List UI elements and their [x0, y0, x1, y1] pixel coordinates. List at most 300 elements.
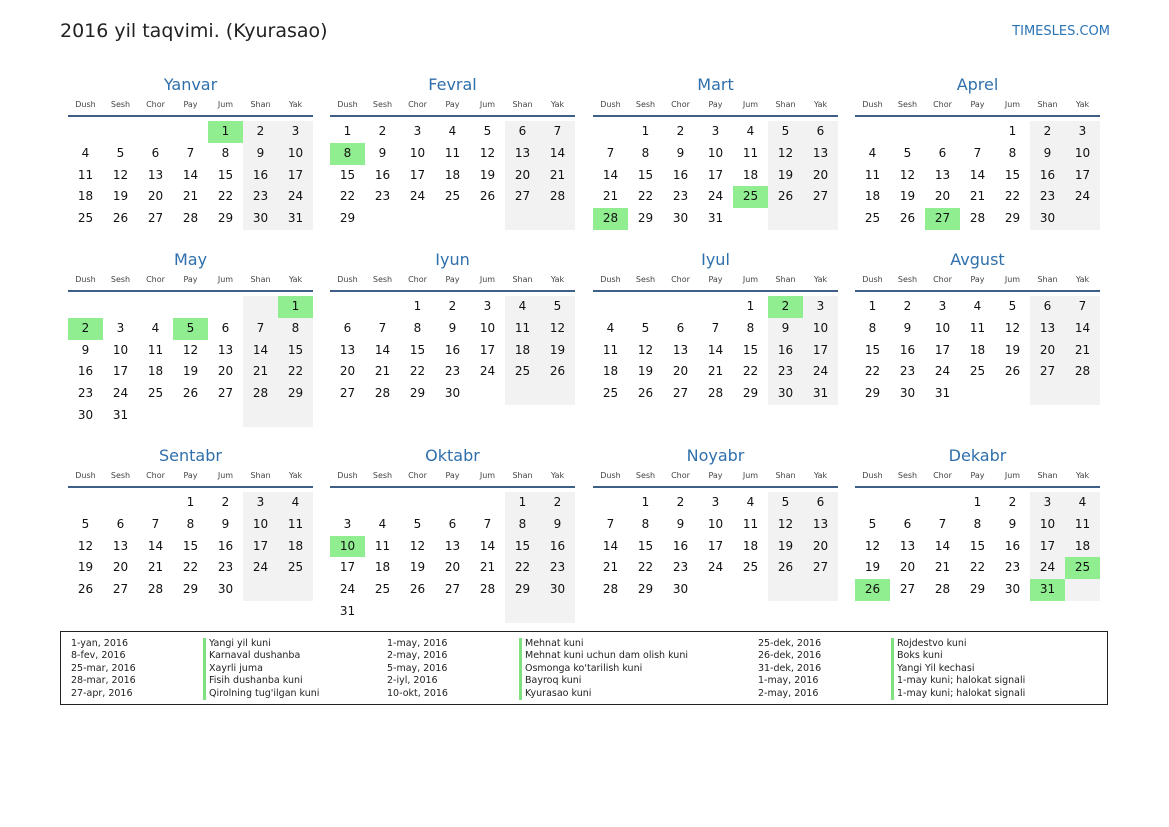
- day-cell[interactable]: 21: [182, 189, 199, 204]
- day-cell[interactable]: 22: [217, 189, 234, 204]
- day-cell[interactable]: 13: [899, 538, 916, 553]
- day-cell[interactable]: 26: [112, 211, 129, 226]
- day-cell[interactable]: 5: [116, 145, 125, 160]
- day-cell[interactable]: 26: [182, 386, 199, 401]
- day-cell[interactable]: 22: [409, 364, 426, 379]
- day-cell[interactable]: 27: [444, 582, 461, 597]
- day-cell[interactable]: 10: [112, 342, 129, 357]
- day-cell[interactable]: 3: [343, 516, 352, 531]
- day-cell[interactable]: 18: [374, 560, 391, 575]
- day-cell[interactable]: 12: [182, 342, 199, 357]
- day-cell[interactable]: 13: [1030, 318, 1065, 340]
- day-cell[interactable]: 28: [707, 386, 724, 401]
- day-cell[interactable]: 20: [1030, 340, 1065, 362]
- day-cell[interactable]: 11: [864, 167, 881, 182]
- day-cell[interactable]: 18: [444, 167, 461, 182]
- day-cell[interactable]: 26: [540, 361, 575, 383]
- day-cell[interactable]: 2: [903, 299, 912, 313]
- day-cell[interactable]: 8: [330, 143, 365, 165]
- day-cell[interactable]: 19: [637, 364, 654, 379]
- day-cell[interactable]: 1: [973, 495, 982, 509]
- day-cell[interactable]: 21: [602, 189, 619, 204]
- day-cell[interactable]: 30: [672, 211, 689, 226]
- day-cell[interactable]: 28: [479, 582, 496, 597]
- day-cell[interactable]: 7: [540, 121, 575, 143]
- day-cell[interactable]: 3: [243, 492, 278, 514]
- day-cell[interactable]: 4: [746, 124, 755, 138]
- day-cell[interactable]: 14: [602, 538, 619, 553]
- day-cell[interactable]: 12: [540, 318, 575, 340]
- day-cell[interactable]: 6: [938, 145, 947, 160]
- day-cell[interactable]: 27: [803, 186, 838, 208]
- day-cell[interactable]: 6: [151, 145, 160, 160]
- day-cell[interactable]: 7: [151, 516, 160, 531]
- day-cell[interactable]: 18: [278, 536, 313, 558]
- day-cell[interactable]: 5: [173, 318, 208, 340]
- day-cell[interactable]: 24: [112, 386, 129, 401]
- day-cell[interactable]: 2: [676, 124, 685, 138]
- day-cell[interactable]: 15: [217, 167, 234, 182]
- day-cell[interactable]: 25: [374, 582, 391, 597]
- day-cell[interactable]: 14: [243, 340, 278, 362]
- day-cell[interactable]: 25: [864, 211, 881, 226]
- day-cell[interactable]: 12: [864, 538, 881, 553]
- day-cell[interactable]: 22: [505, 557, 540, 579]
- day-cell[interactable]: 28: [934, 582, 951, 597]
- day-cell[interactable]: 6: [116, 516, 125, 531]
- day-cell[interactable]: 8: [868, 320, 877, 335]
- day-cell[interactable]: 2: [768, 296, 803, 318]
- day-cell[interactable]: 21: [540, 165, 575, 187]
- day-cell[interactable]: 16: [444, 342, 461, 357]
- day-cell[interactable]: 10: [707, 516, 724, 531]
- day-cell[interactable]: 13: [339, 342, 356, 357]
- day-cell[interactable]: 2: [221, 495, 230, 509]
- day-cell[interactable]: 28: [1065, 361, 1100, 383]
- day-cell[interactable]: 25: [602, 386, 619, 401]
- day-cell[interactable]: 4: [868, 145, 877, 160]
- day-cell[interactable]: 14: [540, 143, 575, 165]
- day-cell[interactable]: 31: [278, 208, 313, 230]
- day-cell[interactable]: 27: [112, 582, 129, 597]
- day-cell[interactable]: 8: [746, 320, 755, 335]
- day-cell[interactable]: 21: [147, 560, 164, 575]
- day-cell[interactable]: 15: [864, 342, 881, 357]
- day-cell[interactable]: 11: [278, 514, 313, 536]
- day-cell[interactable]: 21: [602, 560, 619, 575]
- day-cell[interactable]: 8: [278, 318, 313, 340]
- day-cell[interactable]: 31: [1030, 579, 1065, 601]
- day-cell[interactable]: 6: [803, 492, 838, 514]
- day-cell[interactable]: 5: [1008, 299, 1017, 313]
- day-cell[interactable]: 24: [339, 582, 356, 597]
- day-cell[interactable]: 1: [641, 495, 650, 509]
- day-cell[interactable]: 3: [278, 121, 313, 143]
- day-cell[interactable]: 6: [505, 121, 540, 143]
- day-cell[interactable]: 30: [1004, 582, 1021, 597]
- day-cell[interactable]: 25: [969, 364, 986, 379]
- day-cell[interactable]: 4: [606, 320, 615, 335]
- day-cell[interactable]: 26: [479, 189, 496, 204]
- day-cell[interactable]: 5: [768, 121, 803, 143]
- day-cell[interactable]: 24: [479, 364, 496, 379]
- day-cell[interactable]: 1: [413, 299, 422, 313]
- day-cell[interactable]: 3: [1065, 121, 1100, 143]
- day-cell[interactable]: 20: [217, 364, 234, 379]
- day-cell[interactable]: 16: [1030, 165, 1065, 187]
- day-cell[interactable]: 11: [742, 145, 759, 160]
- day-cell[interactable]: 8: [1008, 145, 1017, 160]
- day-cell[interactable]: 25: [1065, 557, 1100, 579]
- site-link[interactable]: TIMESLES.COM: [1012, 24, 1110, 39]
- day-cell[interactable]: 4: [81, 145, 90, 160]
- day-cell[interactable]: 11: [1065, 514, 1100, 536]
- day-cell[interactable]: 19: [768, 165, 803, 187]
- day-cell[interactable]: 25: [505, 361, 540, 383]
- day-cell[interactable]: 10: [278, 143, 313, 165]
- day-cell[interactable]: 3: [116, 320, 125, 335]
- day-cell[interactable]: 2: [68, 318, 103, 340]
- day-cell[interactable]: 27: [803, 557, 838, 579]
- day-cell[interactable]: 21: [1065, 340, 1100, 362]
- day-cell[interactable]: 4: [378, 516, 387, 531]
- day-cell[interactable]: 10: [479, 320, 496, 335]
- day-cell[interactable]: 10: [707, 145, 724, 160]
- day-cell[interactable]: 16: [899, 342, 916, 357]
- day-cell[interactable]: 26: [768, 557, 803, 579]
- day-cell[interactable]: 1: [343, 124, 352, 138]
- day-cell[interactable]: 5: [413, 516, 422, 531]
- day-cell[interactable]: 1: [208, 121, 243, 143]
- day-cell[interactable]: 13: [147, 167, 164, 182]
- day-cell[interactable]: 24: [409, 189, 426, 204]
- day-cell[interactable]: 12: [899, 167, 916, 182]
- day-cell[interactable]: 22: [1004, 189, 1021, 204]
- day-cell[interactable]: 6: [903, 516, 912, 531]
- day-cell[interactable]: 18: [742, 538, 759, 553]
- day-cell[interactable]: 12: [1004, 320, 1021, 335]
- day-cell[interactable]: 5: [768, 492, 803, 514]
- day-cell[interactable]: 22: [637, 560, 654, 575]
- day-cell[interactable]: 7: [378, 320, 387, 335]
- day-cell[interactable]: 20: [803, 536, 838, 558]
- day-cell[interactable]: 2: [676, 495, 685, 509]
- day-cell[interactable]: 23: [243, 186, 278, 208]
- day-cell[interactable]: 17: [409, 167, 426, 182]
- day-cell[interactable]: 30: [672, 582, 689, 597]
- day-cell[interactable]: 10: [409, 145, 426, 160]
- day-cell[interactable]: 23: [444, 364, 461, 379]
- day-cell[interactable]: 7: [606, 516, 615, 531]
- day-cell[interactable]: 19: [112, 189, 129, 204]
- day-cell[interactable]: 24: [1065, 186, 1100, 208]
- day-cell[interactable]: 10: [330, 536, 365, 558]
- day-cell[interactable]: 30: [444, 386, 461, 401]
- day-cell[interactable]: 19: [864, 560, 881, 575]
- day-cell[interactable]: 29: [339, 211, 356, 226]
- day-cell[interactable]: 28: [540, 186, 575, 208]
- day-cell[interactable]: 7: [711, 320, 720, 335]
- day-cell[interactable]: 28: [374, 386, 391, 401]
- day-cell[interactable]: 23: [77, 386, 94, 401]
- day-cell[interactable]: 11: [77, 167, 94, 182]
- day-cell[interactable]: 10: [803, 318, 838, 340]
- day-cell[interactable]: 6: [676, 320, 685, 335]
- day-cell[interactable]: 22: [742, 364, 759, 379]
- day-cell[interactable]: 30: [768, 383, 803, 405]
- day-cell[interactable]: 21: [969, 189, 986, 204]
- day-cell[interactable]: 17: [934, 342, 951, 357]
- day-cell[interactable]: 25: [444, 189, 461, 204]
- day-cell[interactable]: 17: [1030, 536, 1065, 558]
- day-cell[interactable]: 28: [182, 211, 199, 226]
- day-cell[interactable]: 16: [768, 340, 803, 362]
- day-cell[interactable]: 1: [746, 299, 755, 313]
- day-cell[interactable]: 8: [973, 516, 982, 531]
- day-cell[interactable]: 4: [278, 492, 313, 514]
- day-cell[interactable]: 8: [413, 320, 422, 335]
- day-cell[interactable]: 17: [707, 167, 724, 182]
- day-cell[interactable]: 20: [934, 189, 951, 204]
- day-cell[interactable]: 3: [711, 495, 720, 509]
- day-cell[interactable]: 4: [151, 320, 160, 335]
- day-cell[interactable]: 8: [641, 516, 650, 531]
- day-cell[interactable]: 24: [707, 189, 724, 204]
- day-cell[interactable]: 5: [641, 320, 650, 335]
- day-cell[interactable]: 30: [77, 407, 94, 422]
- day-cell[interactable]: 15: [969, 538, 986, 553]
- day-cell[interactable]: 30: [243, 208, 278, 230]
- day-cell[interactable]: 14: [147, 538, 164, 553]
- day-cell[interactable]: 19: [768, 536, 803, 558]
- day-cell[interactable]: 31: [112, 407, 129, 422]
- day-cell[interactable]: 13: [672, 342, 689, 357]
- day-cell[interactable]: 24: [803, 361, 838, 383]
- day-cell[interactable]: 18: [505, 340, 540, 362]
- day-cell[interactable]: 18: [147, 364, 164, 379]
- day-cell[interactable]: 19: [540, 340, 575, 362]
- day-cell[interactable]: 20: [899, 560, 916, 575]
- day-cell[interactable]: 27: [217, 386, 234, 401]
- day-cell[interactable]: 19: [899, 189, 916, 204]
- day-cell[interactable]: 9: [81, 342, 90, 357]
- day-cell[interactable]: 18: [1065, 536, 1100, 558]
- day-cell[interactable]: 12: [637, 342, 654, 357]
- day-cell[interactable]: 14: [374, 342, 391, 357]
- day-cell[interactable]: 3: [413, 124, 422, 138]
- day-cell[interactable]: 24: [278, 186, 313, 208]
- day-cell[interactable]: 26: [768, 186, 803, 208]
- day-cell[interactable]: 14: [934, 538, 951, 553]
- day-cell[interactable]: 26: [855, 579, 890, 601]
- day-cell[interactable]: 23: [540, 557, 575, 579]
- day-cell[interactable]: 6: [343, 320, 352, 335]
- day-cell[interactable]: 9: [768, 318, 803, 340]
- day-cell[interactable]: 15: [637, 167, 654, 182]
- day-cell[interactable]: 24: [243, 557, 278, 579]
- day-cell[interactable]: 13: [934, 167, 951, 182]
- day-cell[interactable]: 9: [378, 145, 387, 160]
- day-cell[interactable]: 9: [1008, 516, 1017, 531]
- day-cell[interactable]: 11: [444, 145, 461, 160]
- day-cell[interactable]: 26: [899, 211, 916, 226]
- day-cell[interactable]: 31: [339, 603, 356, 618]
- day-cell[interactable]: 13: [803, 514, 838, 536]
- day-cell[interactable]: 21: [243, 361, 278, 383]
- day-cell[interactable]: 11: [505, 318, 540, 340]
- day-cell[interactable]: 14: [1065, 318, 1100, 340]
- day-cell[interactable]: 28: [243, 383, 278, 405]
- day-cell[interactable]: 20: [112, 560, 129, 575]
- day-cell[interactable]: 7: [973, 145, 982, 160]
- day-cell[interactable]: 16: [540, 536, 575, 558]
- day-cell[interactable]: 24: [934, 364, 951, 379]
- day-cell[interactable]: 18: [742, 167, 759, 182]
- day-cell[interactable]: 8: [221, 145, 230, 160]
- day-cell[interactable]: 22: [864, 364, 881, 379]
- day-cell[interactable]: 29: [505, 579, 540, 601]
- day-cell[interactable]: 16: [1004, 538, 1021, 553]
- day-cell[interactable]: 8: [505, 514, 540, 536]
- day-cell[interactable]: 22: [969, 560, 986, 575]
- day-cell[interactable]: 12: [77, 538, 94, 553]
- day-cell[interactable]: 20: [444, 560, 461, 575]
- day-cell[interactable]: 30: [217, 582, 234, 597]
- day-cell[interactable]: 22: [182, 560, 199, 575]
- day-cell[interactable]: 23: [1030, 186, 1065, 208]
- day-cell[interactable]: 21: [707, 364, 724, 379]
- day-cell[interactable]: 4: [505, 296, 540, 318]
- day-cell[interactable]: 1: [186, 495, 195, 509]
- day-cell[interactable]: 8: [641, 145, 650, 160]
- day-cell[interactable]: 19: [1004, 342, 1021, 357]
- day-cell[interactable]: 16: [672, 538, 689, 553]
- day-cell[interactable]: 31: [803, 383, 838, 405]
- day-cell[interactable]: 30: [899, 386, 916, 401]
- day-cell[interactable]: 31: [707, 211, 724, 226]
- day-cell[interactable]: 27: [339, 386, 356, 401]
- day-cell[interactable]: 13: [112, 538, 129, 553]
- day-cell[interactable]: 28: [602, 582, 619, 597]
- day-cell[interactable]: 28: [969, 211, 986, 226]
- day-cell[interactable]: 11: [602, 342, 619, 357]
- day-cell[interactable]: 1: [505, 492, 540, 514]
- day-cell[interactable]: 11: [969, 320, 986, 335]
- day-cell[interactable]: 25: [77, 211, 94, 226]
- day-cell[interactable]: 13: [444, 538, 461, 553]
- day-cell[interactable]: 23: [1004, 560, 1021, 575]
- day-cell[interactable]: 6: [803, 121, 838, 143]
- day-cell[interactable]: 16: [243, 165, 278, 187]
- day-cell[interactable]: 30: [1030, 208, 1065, 230]
- day-cell[interactable]: 19: [479, 167, 496, 182]
- day-cell[interactable]: 9: [448, 320, 457, 335]
- day-cell[interactable]: 26: [637, 386, 654, 401]
- day-cell[interactable]: 20: [672, 364, 689, 379]
- day-cell[interactable]: 17: [112, 364, 129, 379]
- day-cell[interactable]: 29: [278, 383, 313, 405]
- day-cell[interactable]: 1: [278, 296, 313, 318]
- day-cell[interactable]: 17: [339, 560, 356, 575]
- day-cell[interactable]: 2: [243, 121, 278, 143]
- day-cell[interactable]: 29: [864, 386, 881, 401]
- day-cell[interactable]: 17: [1065, 165, 1100, 187]
- day-cell[interactable]: 12: [479, 145, 496, 160]
- day-cell[interactable]: 26: [409, 582, 426, 597]
- day-cell[interactable]: 19: [409, 560, 426, 575]
- day-cell[interactable]: 5: [81, 516, 90, 531]
- day-cell[interactable]: 9: [676, 145, 685, 160]
- day-cell[interactable]: 2: [1030, 121, 1065, 143]
- day-cell[interactable]: 21: [479, 560, 496, 575]
- day-cell[interactable]: 20: [147, 189, 164, 204]
- day-cell[interactable]: 29: [1004, 211, 1021, 226]
- day-cell[interactable]: 12: [112, 167, 129, 182]
- day-cell[interactable]: 15: [339, 167, 356, 182]
- day-cell[interactable]: 20: [339, 364, 356, 379]
- day-cell[interactable]: 24: [1030, 557, 1065, 579]
- day-cell[interactable]: 7: [186, 145, 195, 160]
- day-cell[interactable]: 4: [973, 299, 982, 313]
- day-cell[interactable]: 1: [868, 299, 877, 313]
- day-cell[interactable]: 14: [602, 167, 619, 182]
- day-cell[interactable]: 29: [217, 211, 234, 226]
- day-cell[interactable]: 11: [374, 538, 391, 553]
- day-cell[interactable]: 2: [448, 299, 457, 313]
- day-cell[interactable]: 9: [1030, 143, 1065, 165]
- day-cell[interactable]: 5: [540, 296, 575, 318]
- day-cell[interactable]: 7: [938, 516, 947, 531]
- day-cell[interactable]: 3: [803, 296, 838, 318]
- day-cell[interactable]: 15: [637, 538, 654, 553]
- day-cell[interactable]: 9: [903, 320, 912, 335]
- day-cell[interactable]: 9: [243, 143, 278, 165]
- day-cell[interactable]: 17: [243, 536, 278, 558]
- day-cell[interactable]: 15: [409, 342, 426, 357]
- day-cell[interactable]: 7: [483, 516, 492, 531]
- day-cell[interactable]: 15: [742, 342, 759, 357]
- day-cell[interactable]: 27: [1030, 361, 1065, 383]
- day-cell[interactable]: 14: [479, 538, 496, 553]
- day-cell[interactable]: 4: [1065, 492, 1100, 514]
- day-cell[interactable]: 10: [243, 514, 278, 536]
- day-cell[interactable]: 19: [77, 560, 94, 575]
- day-cell[interactable]: 14: [969, 167, 986, 182]
- day-cell[interactable]: 4: [448, 124, 457, 138]
- day-cell[interactable]: 18: [969, 342, 986, 357]
- day-cell[interactable]: 5: [483, 124, 492, 138]
- day-cell[interactable]: 21: [374, 364, 391, 379]
- day-cell[interactable]: 2: [1008, 495, 1017, 509]
- day-cell[interactable]: 4: [746, 495, 755, 509]
- day-cell[interactable]: 26: [77, 582, 94, 597]
- day-cell[interactable]: 28: [147, 582, 164, 597]
- day-cell[interactable]: 1: [641, 124, 650, 138]
- day-cell[interactable]: 15: [1004, 167, 1021, 182]
- day-cell[interactable]: 15: [278, 340, 313, 362]
- day-cell[interactable]: 10: [934, 320, 951, 335]
- day-cell[interactable]: 15: [505, 536, 540, 558]
- day-cell[interactable]: 17: [479, 342, 496, 357]
- day-cell[interactable]: 6: [1030, 296, 1065, 318]
- day-cell[interactable]: 16: [77, 364, 94, 379]
- day-cell[interactable]: 12: [768, 143, 803, 165]
- day-cell[interactable]: 3: [938, 299, 947, 313]
- day-cell[interactable]: 31: [934, 386, 951, 401]
- day-cell[interactable]: 23: [672, 189, 689, 204]
- day-cell[interactable]: 19: [182, 364, 199, 379]
- day-cell[interactable]: 25: [733, 186, 768, 208]
